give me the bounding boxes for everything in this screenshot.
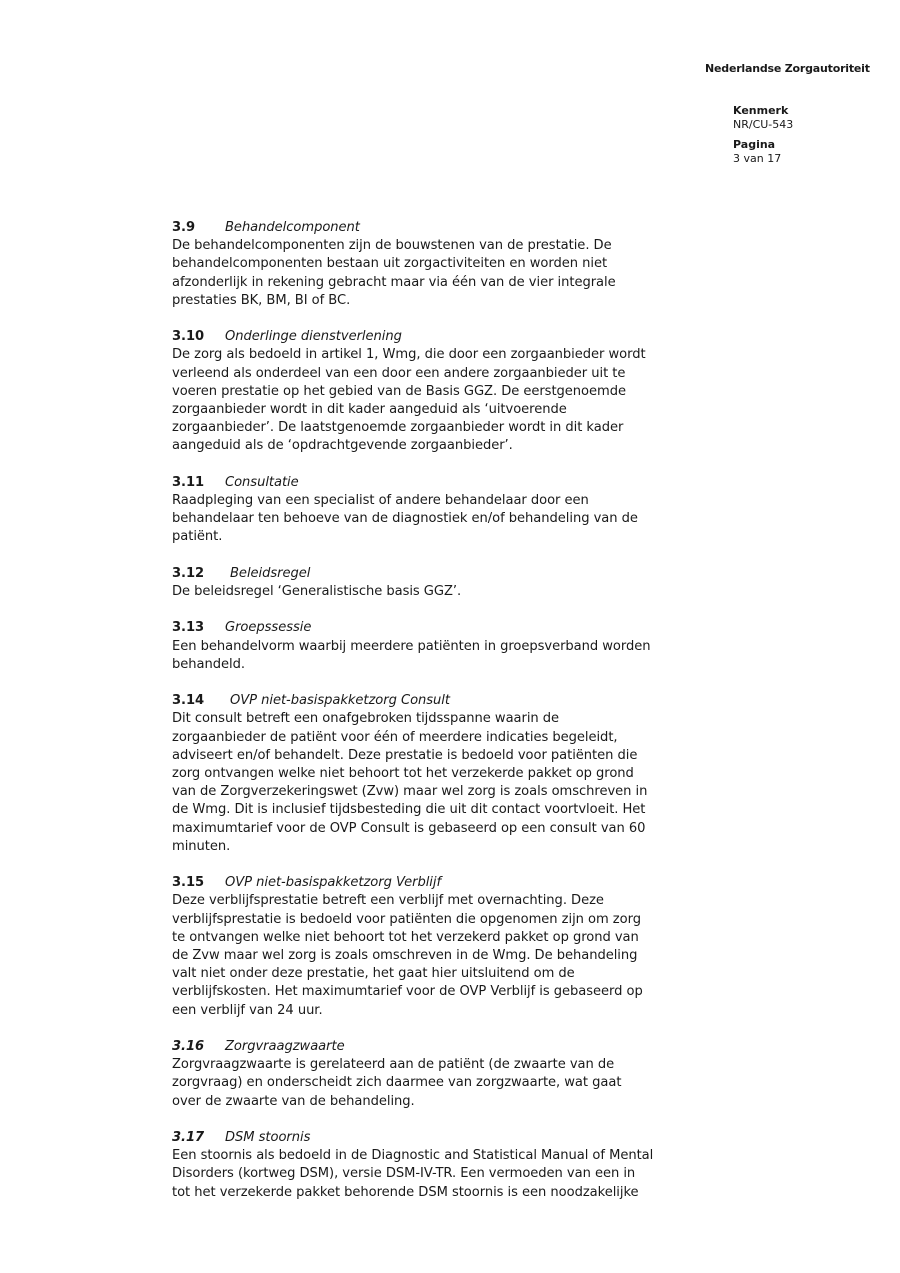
paragraph-line: Deze verblijfsprestatie betreft een verblijf met overnachting. Deze xyxy=(172,893,604,909)
paragraph-line: over de zwaarte van de behandeling. xyxy=(172,1093,415,1109)
paragraph-line: verblijfskosten. Het maximumtarief voor de OVP Verblijf is gebaseerd op xyxy=(172,984,643,1000)
paragraph-line: zorgaanbieder de patiënt voor één of meerdere indicaties begeleidt, xyxy=(172,729,618,745)
section-3-14 xyxy=(172,692,692,856)
section-paragraph xyxy=(172,583,692,601)
section-3-10 xyxy=(172,328,692,455)
section-paragraph xyxy=(172,638,692,674)
section-paragraph xyxy=(172,892,692,1019)
paragraph-line: Dit consult betreft een onafgebroken tijdsspanne waarin de xyxy=(172,711,560,727)
paragraph-line: Raadpleging van een specialist of andere behandelaar door een xyxy=(172,493,589,509)
paragraph-line: behandeld. xyxy=(172,656,245,672)
section-3-17 xyxy=(172,1129,692,1202)
pagina-value: 3 van 17 xyxy=(733,152,782,165)
paragraph-line: zorgvraag) en onderscheidt zich daarmee van zorgzwaarte, wat gaat xyxy=(172,1075,622,1091)
section-title: DSM stoornis xyxy=(225,1130,311,1146)
paragraph-line: voeren prestatie op het gebied van de Basis GGZ. De eerstgenoemde xyxy=(172,383,626,399)
section-title: Groepssessie xyxy=(225,620,312,636)
paragraph-line: zorgaanbieder’. De laatstgenoemde zorgaanbieder wordt in dit kader xyxy=(172,420,624,436)
section-paragraph xyxy=(172,710,692,856)
section-number: 3.9 xyxy=(172,220,196,235)
section-number: 3.15 xyxy=(172,875,205,891)
kenmerk-value: NR/CU-543 xyxy=(733,118,794,131)
paragraph-line: Een behandelvorm waarbij meerdere patiënten in groepsverband worden xyxy=(172,638,651,654)
paragraph-line: een verblijf van 24 uur. xyxy=(172,1002,323,1018)
paragraph-line: valt niet onder deze prestatie, het gaat hier uitsluitend om de xyxy=(172,966,575,982)
section-number: 3.10 xyxy=(172,329,205,345)
paragraph-line: verleend als onderdeel van een door een andere zorgaanbieder uit te xyxy=(172,365,626,381)
paragraph-line: aangeduid als de ‘opdrachtgevende zorgaanbieder’. xyxy=(172,438,513,454)
paragraph-line: Zorgvraagzwaarte is gerelateerd aan de patiënt (de zwaarte van de xyxy=(172,1057,615,1073)
section-title: Zorgvraagzwaarte xyxy=(225,1039,345,1055)
paragraph-line: zorgaanbieder wordt in dit kader aangeduid als ‘uitvoerende xyxy=(172,402,567,418)
section-title: Onderlinge dienstverlening xyxy=(225,329,402,345)
paragraph-line: Disorders (kortweg DSM), versie DSM-IV-TR. Een vermoeden van een in xyxy=(172,1166,636,1182)
paragraph-line: behandelcomponenten bestaan uit zorgactiviteiten en worden niet xyxy=(172,256,608,272)
paragraph-line: tot het verzekerde pakket behorende DSM stoornis is een noodzakelijke xyxy=(172,1184,639,1200)
paragraph-line: maximumtarief voor de OVP Consult is gebaseerd op een consult van 60 xyxy=(172,820,646,836)
paragraph-line: De zorg als bedoeld in artikel 1, Wmg, die door een zorgaanbieder wordt xyxy=(172,347,646,363)
section-number: 3.14 xyxy=(172,693,205,709)
section-title: Behandelcomponent xyxy=(225,220,360,235)
section-3-12 xyxy=(172,565,692,601)
organization-name: Nederlandse Zorgautoriteit xyxy=(705,62,870,75)
section-paragraph xyxy=(172,1056,692,1111)
paragraph-line: prestaties BK, BM, BI of BC. xyxy=(172,292,351,308)
section-title: Consultatie xyxy=(225,474,299,490)
section-paragraph xyxy=(172,346,692,455)
paragraph-line: de Wmg. Dit is inclusief tijdsbesteding die uit dit contact voortvloeit. Het xyxy=(172,802,646,818)
section-heading xyxy=(172,328,692,346)
section-3-15 xyxy=(172,874,692,1020)
section-paragraph xyxy=(172,237,692,310)
paragraph-line: patiënt. xyxy=(172,529,223,545)
pagina-label: Pagina xyxy=(733,138,776,151)
paragraph-line: verblijfsprestatie is bedoeld voor patiënten die opgenomen zijn om zorg xyxy=(172,911,641,927)
section-paragraph xyxy=(172,492,692,547)
section-heading xyxy=(172,474,692,492)
section-heading xyxy=(172,619,692,637)
paragraph-line: van de Zorgverzekeringswet (Zvw) maar wel zorg is zoals omschreven in xyxy=(172,784,648,800)
section-heading xyxy=(172,874,692,892)
paragraph-line: te ontvangen welke niet behoort tot het verzekerd pakket op grond van xyxy=(172,929,639,945)
section-number: 3.11 xyxy=(172,474,205,490)
paragraph-line: Een stoornis als bedoeld in de Diagnostic and Statistical Manual of Mental xyxy=(172,1148,654,1164)
section-heading xyxy=(172,692,692,710)
section-paragraph xyxy=(172,1147,692,1202)
section-title: OVP niet-basispakketzorg Consult xyxy=(230,693,450,709)
section-number: 3.16 xyxy=(172,1039,205,1055)
section-3-13 xyxy=(172,619,692,674)
paragraph-line: De beleidsregel ‘Generalistische basis GGZ’. xyxy=(172,584,462,600)
paragraph-line: adviseert en/of behandelt. Deze prestatie is bedoeld voor patiënten die xyxy=(172,747,638,763)
section-3-16 xyxy=(172,1038,692,1111)
section-number: 3.13 xyxy=(172,620,205,636)
section-heading xyxy=(172,1129,692,1147)
paragraph-line: afzonderlijk in rekening gebracht maar via één van de vier integrale xyxy=(172,274,616,290)
paragraph-line: zorg ontvangen welke niet behoort tot het verzekerde pakket op grond xyxy=(172,766,634,782)
section-3-9 xyxy=(172,219,692,310)
paragraph-line: de Zvw maar wel zorg is zoals omschreven in de Wmg. De behandeling xyxy=(172,948,638,964)
section-number: 3.17 xyxy=(172,1130,205,1146)
document-meta xyxy=(733,104,793,166)
document-body xyxy=(172,219,692,1220)
section-heading xyxy=(172,219,692,237)
section-heading xyxy=(172,565,692,583)
section-title: OVP niet-basispakketzorg Verblijf xyxy=(225,875,442,891)
paragraph-line: behandelaar ten behoeve van de diagnostiek en/of behandeling van de xyxy=(172,511,638,527)
section-heading xyxy=(172,1038,692,1056)
paragraph-line: minuten. xyxy=(172,838,231,854)
section-title: Beleidsregel xyxy=(230,565,311,581)
paragraph-line: De behandelcomponenten zijn de bouwstenen van de prestatie. De xyxy=(172,238,612,254)
section-3-11 xyxy=(172,474,692,547)
section-number: 3.12 xyxy=(172,565,205,581)
kenmerk-label: Kenmerk xyxy=(733,104,789,117)
